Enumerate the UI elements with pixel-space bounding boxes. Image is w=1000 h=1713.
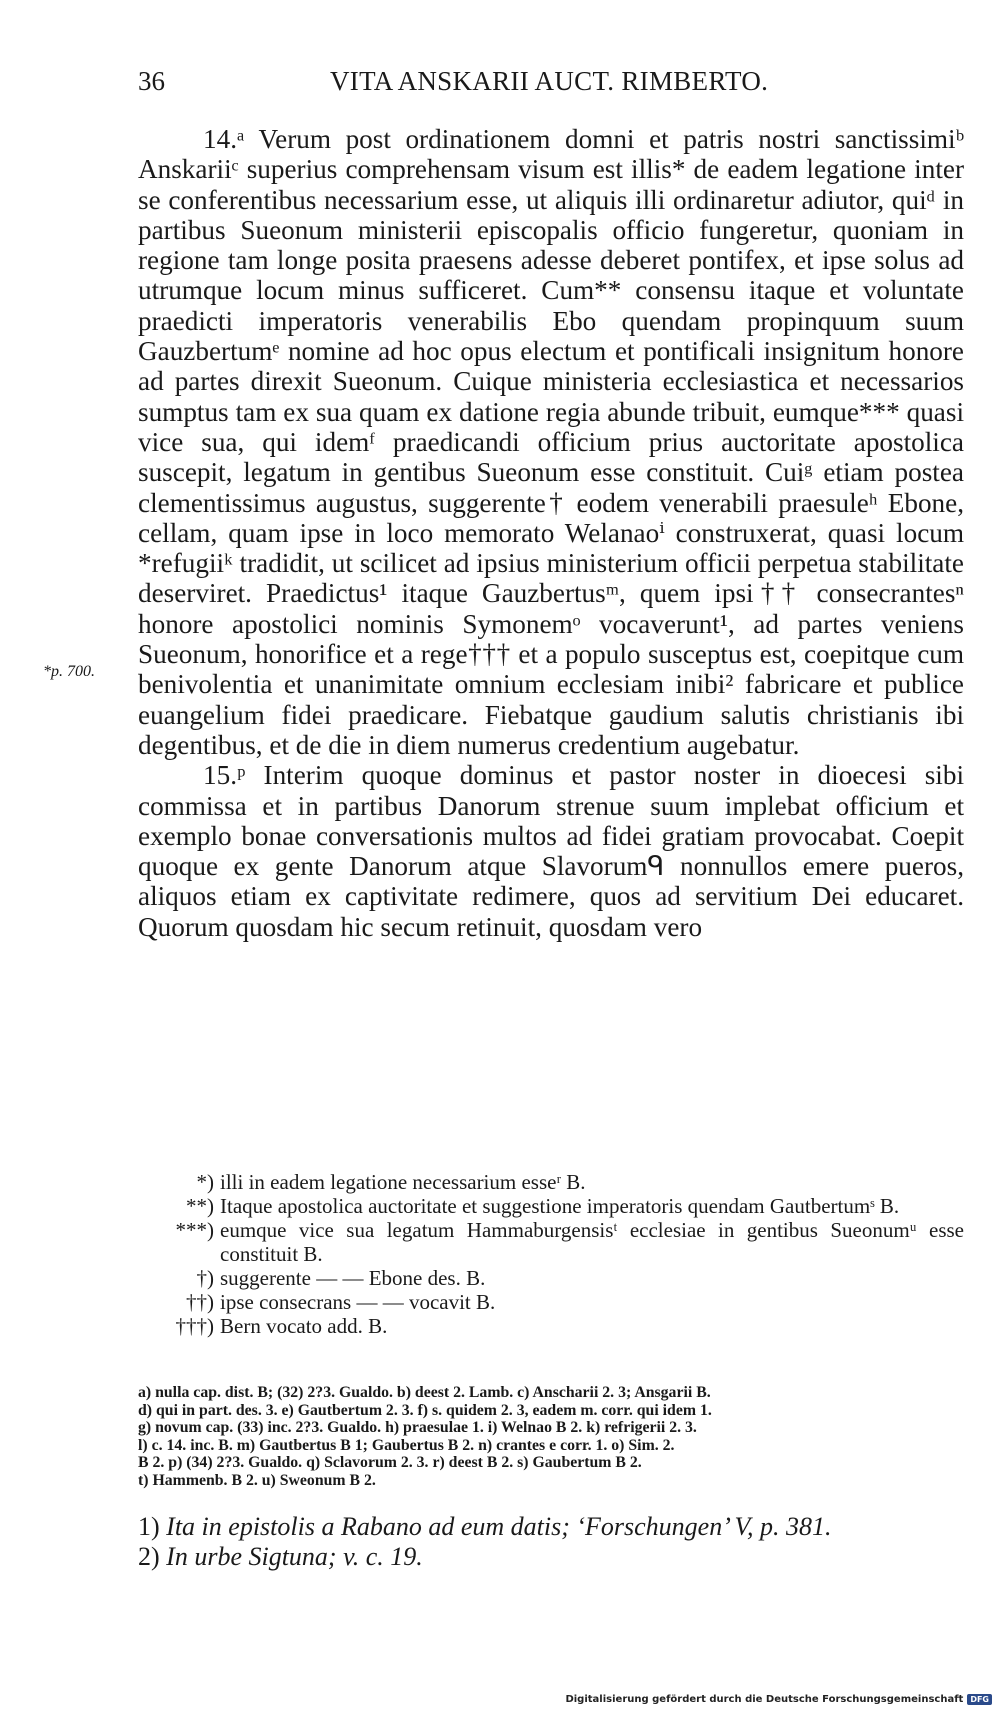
footnote: 1) Ita in epistolis a Rabano ad eum datis; ‘Forschungen’ V, p. 381. <box>138 1512 832 1541</box>
variant-notes <box>138 1170 964 1338</box>
digitization-credit <box>565 1694 992 1705</box>
paragraph-15: 15.ᵖ Interim quoque dominus et pastor noster in dioecesi sibi commissa et in partibus Danorum strenue suum implebat officium et exemplo bonae conversationis multos ad fidei gratiam provocabat. Coepit quoque ex gente Danorum atque Slavorumᑫ nonnullos emere pueros, aliquos etiam ex captivitate redimere, quos ad servitium Dei educaret. Quorum quosdam hic secum retinuit, quosdam vero <box>138 760 964 942</box>
apparatus-line: l) c. 14. inc. B. m) Gautbertus B 1; Gaubertus B 2. n) crantes e corr. 1. o) Sim. 2. <box>138 1436 675 1454</box>
apparatus-line: a) nulla cap. dist. B; (32) 2?3. Gualdo. b) deest 2. Lamb. c) Anscharii 2. 3; Ansgarii B. <box>138 1384 711 1401</box>
footnote: 2) In urbe Sigtuna; v. c. 19. <box>138 1542 423 1571</box>
main-text <box>138 124 964 942</box>
apparatus-line: B 2. p) (34) 2?3. Gualdo. q) Sclavorum 2. 3. r) deest B 2. s) Gaubertum B 2. <box>138 1454 642 1472</box>
margin-note: *p. 700. <box>43 663 95 680</box>
variant-note: **) Itaque apostolica auctoritate et suggestione imperatoris quendam Gautbertumˢ B. <box>186 1194 900 1218</box>
variant-note: †††) Bern vocato add. B. <box>175 1314 388 1338</box>
variant-note: ††) ipse consecrans — — vocavit B. <box>186 1290 496 1314</box>
credit-text: Digitalisierung gefördert durch die Deutsche Forschungsgemeinschaft <box>565 1694 964 1705</box>
paragraph-14: 14.ᵃ Verum post ordinationem domni et patris nostri sanctissimiᵇ Anskariiᶜ superius comprehensam visum est illis* de eadem legatione inter se conferentibus necessarium esse, ut aliquis illi ordinaretur adiutor, quiᵈ in partibus Sueonum ministerii episcopalis officio fungeretur, quoniam in regione tam longe posita praesens adesse deberet pontifex, et ipse solus ad utrumque locum minus sufficeret. Cum** consensu itaque et voluntate praedicti imperatoris venerabilis Ebo quendam propinquum suum Gauzbertumᵉ nomine ad hoc opus electum et pontificali insignitum honore ad partes direxit Sueonum. Cuique ministeria ecclesiastica et necessarios sumptus tam ex sua quam ex datione regia abunde tribuit, eumque*** quasi vice sua, qui idemᶠ praedicandi officium prius auctoritate apostolica suscepit, legatum in gentibus Sueonum esse constituit. Cuiᵍ etiam postea clementissimus augustus, suggerente† eodem venerabili praesuleʰ Ebone, cellam, quam ipse in loco memorato Welanaoⁱ construxerat, quasi locum *refugiiᵏ tradidit, ut scilicet ad ipsius ministerium officii perpetua stabilitate deserviret. Praedictus¹ itaque Gauzbertusᵐ, quem ipsi†† consecrantesⁿ honore apostolici nominis Symonemᵒ vocaverunt¹, ad partes veniens Sueonum, honorifice et a rege††† et a populo susceptus est, coepitque cum benivolentia et unanimitate omnium ecclesiam inibi² fabricare et publice euangelium fidei praedicare. Fiebatque gaudium salutis christianis ibi degentibus, et de die in diem numerus credentium augebatur. <box>138 124 964 760</box>
page-number: 36 <box>138 66 165 96</box>
footnotes <box>138 1512 964 1572</box>
critical-apparatus <box>138 1384 964 1490</box>
apparatus-line: t) Hammenb. B 2. u) Sweonum B 2. <box>138 1471 376 1489</box>
variant-note: †) suggerente — — Ebone des. B. <box>196 1266 486 1290</box>
dfg-logo: DFG <box>967 1694 992 1705</box>
variant-note: ***) eumque vice sua legatum Hammaburgensisᵗ ecclesiae in gentibus Sueonumᵘ esse constituit B. <box>175 1218 964 1266</box>
page-header <box>0 66 1000 106</box>
apparatus-line: d) qui in part. des. 3. e) Gautbertum 2. 3. f) s. quidem 2. 3, eadem m. corr. qui idem 1. <box>138 1401 712 1419</box>
variant-note: *) illi in eadem legatione necessarium esseʳ B. <box>196 1170 586 1194</box>
running-title: VITA ANSKARII AUCT. RIMBERTO. <box>330 66 769 96</box>
apparatus-line: g) novum cap. (33) inc. 2?3. Gualdo. h) praesulae 1. i) Welnao B 2. k) refrigerii 2. 3. <box>138 1419 697 1437</box>
